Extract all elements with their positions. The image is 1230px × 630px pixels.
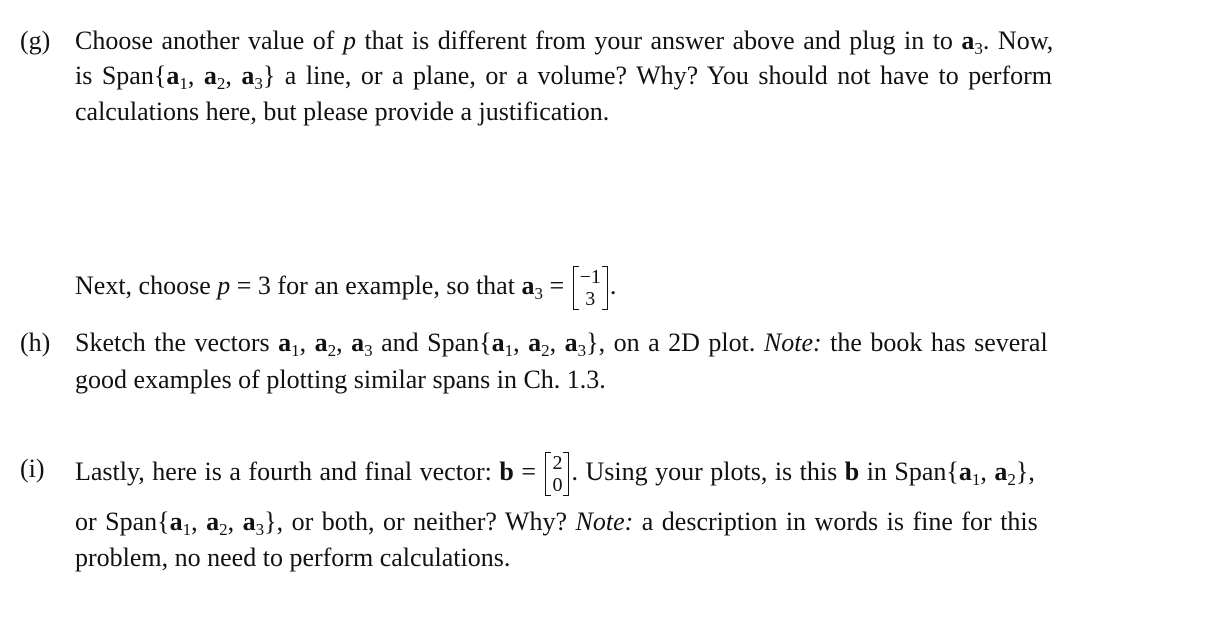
a3-matrix-entry-2: 3: [585, 288, 596, 310]
part-h-line-2: good examples of plotting similar spans in Ch. 1.3.: [75, 365, 606, 394]
b-matrix-entry-2: 0: [552, 474, 563, 496]
part-h-label: (h): [20, 328, 51, 357]
a3-matrix: [573, 266, 608, 310]
part-g-line-3: calculations here, but please provide a justification.: [75, 97, 610, 126]
part-g-label: (g): [20, 26, 51, 55]
b-matrix-entry-1: 2: [552, 452, 563, 474]
part-g-line-2: is Span{a1, a2, a3} a line, or a plane, or a volume? Why? You should not have to perform: [75, 61, 1052, 93]
part-i-line-1: Lastly, here is a fourth and final vector: b = 2 0 . Using your plots, is this b in Span{a1, a2},: [75, 452, 1035, 496]
a3-matrix-entry-1: −1: [579, 266, 601, 288]
part-i-line-2: or Span{a1, a2, a3}, or both, or neither? Why? Note: a description in words is fine for this: [75, 507, 1038, 539]
next-choice-line: Next, choose p = 3 for an example, so that a3 = −1 3 .: [75, 266, 617, 310]
part-i-label: (i): [20, 454, 45, 483]
part-h-line-1: Sketch the vectors a1, a2, a3 and Span{a1, a2, a3}, on a 2D plot. Note: the book has several: [75, 328, 1048, 360]
b-matrix: [545, 452, 569, 496]
part-i-line-3: problem, no need to perform calculations.: [75, 543, 511, 572]
part-g-line-1: Choose another value of p that is different from your answer above and plug in to a3. Now,: [75, 26, 1054, 58]
